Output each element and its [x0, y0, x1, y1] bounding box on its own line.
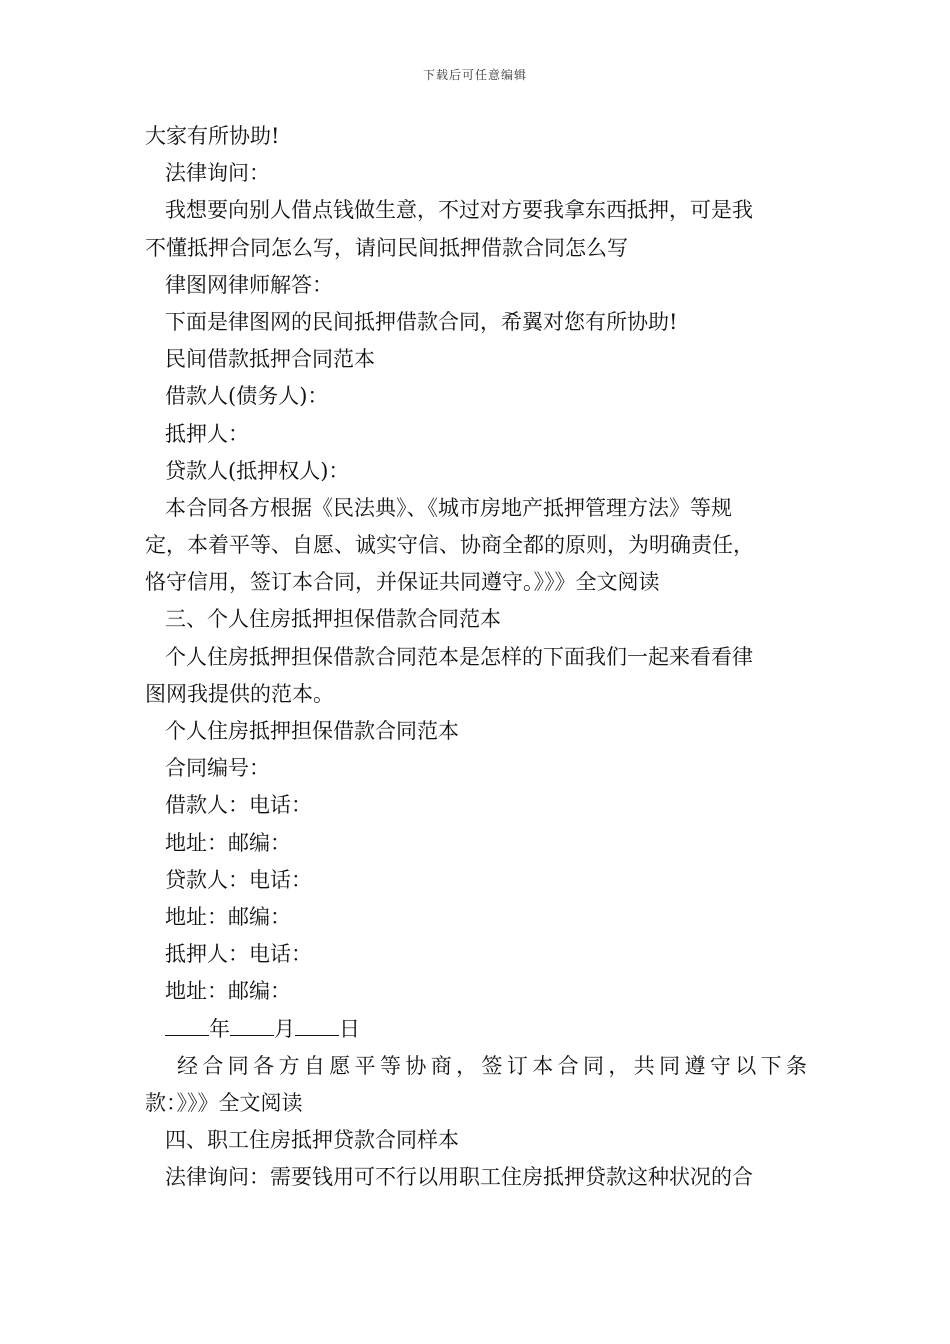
paragraph-line: 个人住房抵押担保借款合同范本 — [165, 719, 459, 743]
paragraph-line: 下面是律图网的民间抵押借款合同，希翼对您有所协助! — [165, 309, 678, 334]
paragraph-line: 图网我提供的范本。 — [145, 681, 334, 706]
section-heading: 四、职工住房抵押贷款合同样本 — [165, 1128, 459, 1153]
year-blank — [165, 1017, 209, 1036]
paragraph-line: 法律询问：需要钱用可不行以用职工住房抵押贷款这种状况的合 — [165, 1165, 753, 1190]
month-label: 月 — [274, 1016, 295, 1041]
paragraph-line: 不懂抵押合同怎么写，请问民间抵押借款合同怎么写 — [145, 235, 628, 260]
day-label: 日 — [339, 1016, 360, 1041]
form-field-line: 合同编号： — [165, 756, 270, 781]
paragraph-line: 个人住房抵押担保借款合同范本是怎样的下面我们一起来看看律 — [165, 644, 753, 669]
paragraph-line: 借款人(债务人)： — [165, 384, 329, 409]
form-field-line: 抵押人：电话： — [165, 942, 312, 967]
day-blank — [295, 1017, 339, 1036]
paragraph-line: 我想要向别人借点钱做生意，不过对方要我拿东西抵押，可是我 — [165, 198, 753, 223]
paragraph-line: 经合同各方自愿平等协商，签订本合同，共同遵守以下条 — [177, 1053, 807, 1078]
paragraph-line: 抵押人： — [165, 421, 249, 446]
paragraph-line: 律图网律师解答： — [165, 272, 333, 297]
paragraph-line: 本合同各方根据《民法典》、《城市房地产抵押管理方法》等规 — [165, 495, 732, 520]
document-body — [145, 118, 807, 1196]
form-field-line: 贷款人：电话： — [165, 867, 312, 892]
paragraph-line: 定，本着平等、自愿、诚实守信、协商全都的原则，为明确责任， — [145, 533, 754, 558]
header-note: 下载后可任意编辑 — [422, 68, 527, 82]
paragraph-line: 恪守信用，签订本合同，并保证共同遵守。》》》全文阅读 — [145, 570, 660, 595]
form-field-line: 借款人：电话： — [165, 793, 312, 818]
paragraph-line: 大家有所协助! — [145, 124, 280, 148]
date-line — [145, 1011, 807, 1048]
paragraph-line: 民间借款抵押合同范本 — [165, 347, 375, 372]
form-field-line: 地址：邮编： — [165, 979, 291, 1004]
form-field-line: 地址：邮编： — [165, 904, 291, 929]
paragraph-line: 贷款人(抵押权人)： — [165, 458, 350, 483]
paragraph-line: 款：》》》全文阅读 — [145, 1090, 303, 1115]
month-blank — [230, 1017, 274, 1036]
paragraph-line: 法律询问： — [165, 161, 270, 186]
year-label: 年 — [209, 1016, 230, 1041]
form-field-line: 地址：邮编： — [165, 830, 291, 855]
section-heading: 三、个人住房抵押担保借款合同范本 — [165, 607, 501, 632]
